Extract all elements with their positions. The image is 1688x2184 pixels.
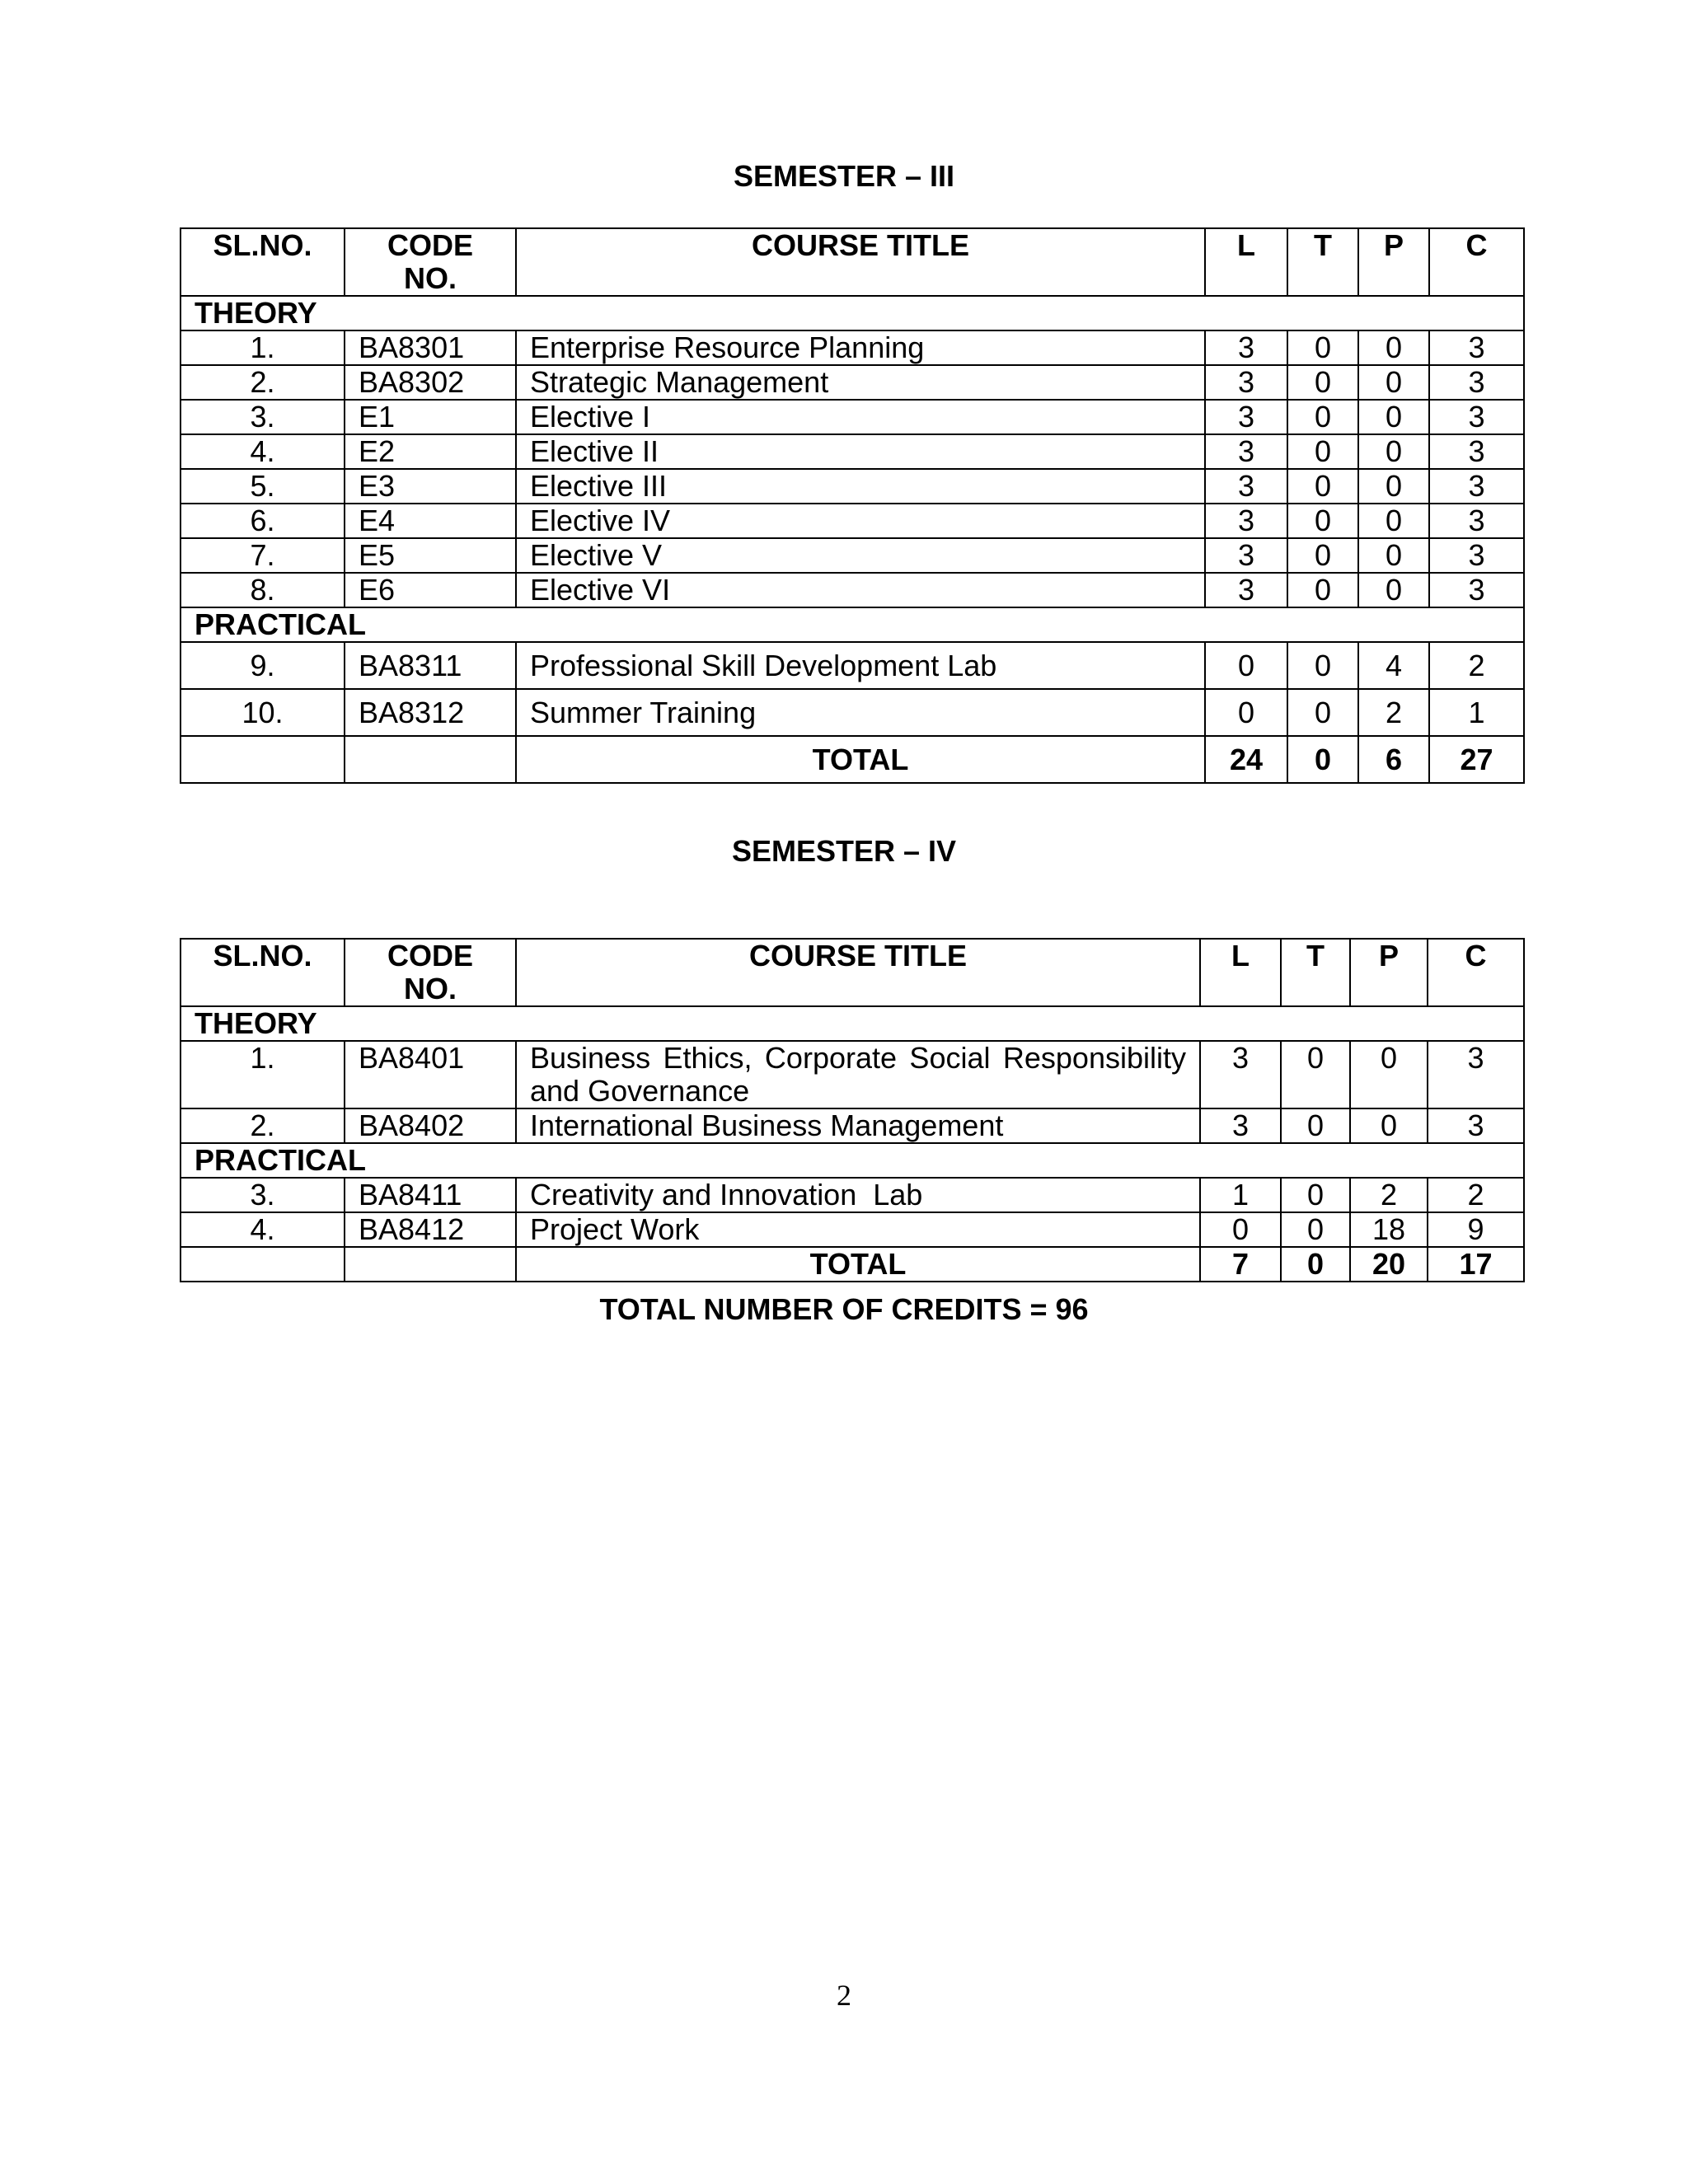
- cell-c: 3: [1429, 330, 1524, 365]
- cell-l: 3: [1200, 1108, 1281, 1143]
- cell-title: Summer Training: [516, 689, 1205, 736]
- cell-title: Project Work: [516, 1212, 1200, 1247]
- cell-t: 0: [1287, 400, 1358, 434]
- cell-c: 3: [1429, 504, 1524, 538]
- cell-slno: 10.: [181, 689, 345, 736]
- table-row: [181, 689, 1524, 736]
- col-header-title: COURSE TITLE: [516, 939, 1200, 1006]
- cell-t: 0: [1281, 1178, 1350, 1212]
- cell-l: 3: [1205, 330, 1287, 365]
- cell-slno: 3.: [181, 1178, 345, 1212]
- cell-l: 3: [1205, 538, 1287, 573]
- total-c: 17: [1428, 1247, 1524, 1282]
- semester-3-title: SEMESTER – III: [733, 159, 955, 193]
- cell-t: 0: [1281, 1212, 1350, 1247]
- cell-code: E5: [345, 538, 516, 573]
- total-l: 7: [1200, 1247, 1281, 1282]
- cell-title: Elective II: [516, 434, 1205, 469]
- total-t: 0: [1281, 1247, 1350, 1282]
- semester-4-table: [180, 938, 1525, 1282]
- section-practical: PRACTICAL: [181, 1143, 1524, 1178]
- cell-code: E3: [345, 469, 516, 504]
- cell-p: 0: [1358, 400, 1429, 434]
- cell-l: 3: [1205, 573, 1287, 607]
- cell-p: 0: [1358, 365, 1429, 400]
- col-header-code: CODE NO.: [345, 228, 516, 296]
- cell-title: Professional Skill Development Lab: [516, 642, 1205, 689]
- cell-code: BA8301: [345, 330, 516, 365]
- col-header-code: CODE NO.: [345, 939, 516, 1006]
- table-row: [181, 330, 1524, 365]
- cell-c: 3: [1429, 400, 1524, 434]
- col-header-c: C: [1429, 228, 1524, 296]
- cell-c: 3: [1429, 538, 1524, 573]
- col-header-t: T: [1287, 228, 1358, 296]
- cell-title: Elective I: [516, 400, 1205, 434]
- cell-l: 3: [1200, 1041, 1281, 1108]
- cell-slno: 8.: [181, 573, 345, 607]
- table-row: [181, 538, 1524, 573]
- table-row: [181, 365, 1524, 400]
- cell-slno: [181, 736, 345, 783]
- cell-c: 2: [1429, 642, 1524, 689]
- cell-l: 3: [1205, 365, 1287, 400]
- table-row: [181, 434, 1524, 469]
- cell-c: 3: [1429, 469, 1524, 504]
- total-p: 6: [1358, 736, 1429, 783]
- cell-p: 0: [1358, 504, 1429, 538]
- cell-p: 4: [1358, 642, 1429, 689]
- total-row: [181, 736, 1524, 783]
- semester-4-title: SEMESTER – IV: [731, 834, 957, 868]
- cell-code: BA8302: [345, 365, 516, 400]
- cell-c: 9: [1428, 1212, 1524, 1247]
- page-number: 2: [837, 1979, 851, 2012]
- cell-p: 0: [1358, 573, 1429, 607]
- table-row: [181, 400, 1524, 434]
- cell-slno: 4.: [181, 1212, 345, 1247]
- cell-l: 0: [1205, 689, 1287, 736]
- cell-t: 0: [1281, 1041, 1350, 1108]
- cell-code: E2: [345, 434, 516, 469]
- col-header-slno: SL.NO.: [181, 939, 345, 1006]
- total-t: 0: [1287, 736, 1358, 783]
- cell-title: Elective V: [516, 538, 1205, 573]
- cell-slno: [181, 1247, 345, 1282]
- col-header-t: T: [1281, 939, 1350, 1006]
- cell-t: 0: [1281, 1108, 1350, 1143]
- cell-c: 3: [1429, 573, 1524, 607]
- cell-code: [345, 736, 516, 783]
- cell-t: 0: [1287, 330, 1358, 365]
- cell-t: 0: [1287, 434, 1358, 469]
- cell-code: BA8411: [345, 1178, 516, 1212]
- cell-c: 1: [1429, 689, 1524, 736]
- cell-p: 0: [1358, 538, 1429, 573]
- cell-t: 0: [1287, 365, 1358, 400]
- table-row: [181, 573, 1524, 607]
- cell-slno: 2.: [181, 365, 345, 400]
- table-row: [181, 1212, 1524, 1247]
- col-header-title: COURSE TITLE: [516, 228, 1205, 296]
- col-header-l: L: [1205, 228, 1287, 296]
- cell-slno: 1.: [181, 1041, 345, 1108]
- cell-title: Elective III: [516, 469, 1205, 504]
- cell-t: 0: [1287, 504, 1358, 538]
- cell-code: [345, 1247, 516, 1282]
- total-label: TOTAL: [516, 736, 1205, 783]
- cell-title: International Business Management: [516, 1108, 1200, 1143]
- cell-title: Business Ethics, Corporate Social Responsibility and Governance: [516, 1041, 1200, 1108]
- cell-c: 2: [1428, 1178, 1524, 1212]
- cell-code: BA8401: [345, 1041, 516, 1108]
- cell-p: 0: [1358, 330, 1429, 365]
- cell-slno: 4.: [181, 434, 345, 469]
- total-p: 20: [1350, 1247, 1428, 1282]
- cell-p: 0: [1358, 434, 1429, 469]
- total-row: [181, 1247, 1524, 1282]
- cell-code: E1: [345, 400, 516, 434]
- table-row: [181, 1108, 1524, 1143]
- cell-t: 0: [1287, 469, 1358, 504]
- cell-title: Elective IV: [516, 504, 1205, 538]
- cell-l: 3: [1205, 469, 1287, 504]
- col-header-c: C: [1428, 939, 1524, 1006]
- cell-code: BA8402: [345, 1108, 516, 1143]
- table-row: [181, 504, 1524, 538]
- cell-slno: 3.: [181, 400, 345, 434]
- total-c: 27: [1429, 736, 1524, 783]
- cell-c: 3: [1429, 434, 1524, 469]
- cell-p: 0: [1350, 1108, 1428, 1143]
- cell-t: 0: [1287, 573, 1358, 607]
- cell-p: 2: [1358, 689, 1429, 736]
- table-header-row: [181, 228, 1524, 296]
- cell-l: 0: [1200, 1212, 1281, 1247]
- col-header-l: L: [1200, 939, 1281, 1006]
- cell-l: 1: [1200, 1178, 1281, 1212]
- cell-t: 0: [1287, 538, 1358, 573]
- table-row: [181, 1178, 1524, 1212]
- cell-title: Strategic Management: [516, 365, 1205, 400]
- col-header-slno: SL.NO.: [181, 228, 345, 296]
- cell-slno: 2.: [181, 1108, 345, 1143]
- cell-l: 0: [1205, 642, 1287, 689]
- table-row: [181, 642, 1524, 689]
- total-label: TOTAL: [516, 1247, 1200, 1282]
- cell-l: 3: [1205, 400, 1287, 434]
- cell-code: BA8312: [345, 689, 516, 736]
- cell-slno: 1.: [181, 330, 345, 365]
- col-header-p: P: [1358, 228, 1429, 296]
- cell-p: 18: [1350, 1212, 1428, 1247]
- semester-3-table: [180, 227, 1525, 784]
- cell-slno: 7.: [181, 538, 345, 573]
- cell-code: E4: [345, 504, 516, 538]
- cell-code: BA8311: [345, 642, 516, 689]
- cell-p: 0: [1358, 469, 1429, 504]
- section-theory: THEORY: [181, 296, 1524, 330]
- cell-l: 3: [1205, 434, 1287, 469]
- cell-title: Creativity and Innovation Lab: [516, 1178, 1200, 1212]
- cell-code: BA8412: [345, 1212, 516, 1247]
- cell-title: Enterprise Resource Planning: [516, 330, 1205, 365]
- cell-t: 0: [1287, 642, 1358, 689]
- total-credits: TOTAL NUMBER OF CREDITS = 96: [599, 1292, 1089, 1326]
- cell-slno: 6.: [181, 504, 345, 538]
- cell-p: 2: [1350, 1178, 1428, 1212]
- cell-slno: 9.: [181, 642, 345, 689]
- section-practical: PRACTICAL: [181, 607, 1524, 642]
- cell-t: 0: [1287, 689, 1358, 736]
- col-header-p: P: [1350, 939, 1428, 1006]
- total-l: 24: [1205, 736, 1287, 783]
- cell-slno: 5.: [181, 469, 345, 504]
- section-theory: THEORY: [181, 1006, 1524, 1041]
- table-row: [181, 1041, 1524, 1108]
- table-row: [181, 469, 1524, 504]
- cell-l: 3: [1205, 504, 1287, 538]
- cell-p: 0: [1350, 1041, 1428, 1108]
- cell-c: 3: [1429, 365, 1524, 400]
- table-header-row: [181, 939, 1524, 1006]
- cell-c: 3: [1428, 1041, 1524, 1108]
- cell-code: E6: [345, 573, 516, 607]
- cell-title: Elective VI: [516, 573, 1205, 607]
- cell-c: 3: [1428, 1108, 1524, 1143]
